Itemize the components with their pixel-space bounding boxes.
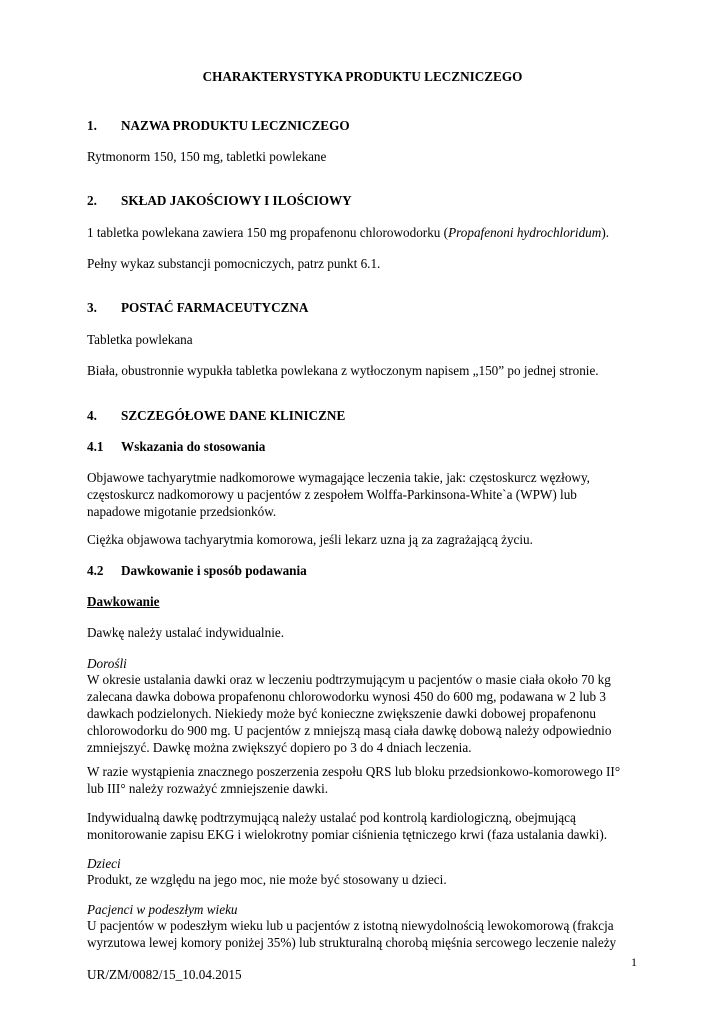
form-paragraph: Tabletka powlekana <box>87 332 193 347</box>
subsection-4-2-heading <box>87 562 647 579</box>
section-2-heading <box>87 192 647 209</box>
adults-paragraph: W okresie ustalania dawki oraz w leczeniu podtrzymującym u pacjentów o masie ciała około 70 kg zalecana dawka dobowa propafenonu chlorowodorku wynosi 450 do 600 mg, podawana w 2 lub 3 dawkach podzielonych. Niekiedy może być konieczne zwiększenie dawki dobowej propafenonu chlorowodorku do 900 mg. U pacjentów z mniejszą masą ciała dawkę dobową należy odpowiednio zmniejszyć. Dawkę można zwiększyć dopiero po 3 do 4 dniach leczenia. <box>87 672 612 755</box>
excipients-paragraph: Pełny wykaz substancji pomocniczych, patrz punkt 6.1. <box>87 256 381 271</box>
composition-text: 1 tabletka powlekana zawiera 150 mg propafenonu chlorowodorku ( <box>87 225 449 240</box>
section-title: SKŁAD JAKOŚCIOWY I ILOŚCIOWY <box>121 193 352 208</box>
section-4-heading <box>87 407 647 424</box>
section-title: NAZWA PRODUKTU LECZNICZEGO <box>121 118 350 133</box>
page-number: 1 <box>631 955 637 969</box>
subsection-title: Wskazania do stosowania <box>121 439 266 454</box>
description-paragraph: Biała, obustronnie wypukła tabletka powlekana z wytłoczonym napisem „150” po jednej stronie. <box>87 363 599 378</box>
composition-paragraph <box>87 224 647 241</box>
subsection-number: 4.2 <box>87 563 104 578</box>
adults-heading: Dorośli <box>87 656 127 671</box>
section-number: 2. <box>87 193 97 208</box>
qrs-paragraph: W razie wystąpienia znacznego poszerzenia zespołu QRS lub bloku przedsionkowo-komorowego II° lub III° należy rozważyć zmniejszenie dawki. <box>87 764 621 796</box>
maintenance-dose-paragraph: Indywidualną dawkę podtrzymującą należy ustalać pod kontrolą kardiologiczną, obejmującą monitorowanie zapisu EKG i wielokrotny pomiar ciśnienia tętniczego krwi (faza ustalania dawki). <box>87 810 608 842</box>
elderly-paragraph: U pacjentów w podeszłym wieku lub u pacjentów z istotną niewydolnością lewokomorową (frakcja wyrzutowa lewej komory poniżej 35%) lub strukturalną chorobą mięśnia sercowego leczenie należy <box>87 918 617 950</box>
individual-dose-paragraph: Dawkę należy ustalać indywidualnie. <box>87 625 285 640</box>
section-number: 1. <box>87 118 97 133</box>
subsection-number: 4.1 <box>87 439 104 454</box>
section-1-heading <box>87 117 647 134</box>
section-title: SZCZEGÓŁOWE DANE KLINICZNE <box>121 408 346 423</box>
subsection-4-1-heading <box>87 438 647 455</box>
indications-paragraph: Objawowe tachyarytmie nadkomorowe wymagające leczenia takie, jak: częstoskurcz węzłowy, częstoskurcz nadkomorowy u pacjentów z zespołem Wolffa-Parkinsona-White`a (WPW) lub napadowe migotanie przedsionków. <box>87 470 590 519</box>
section-number: 3. <box>87 300 97 315</box>
dosage-heading: Dawkowanie <box>87 594 160 609</box>
document-footer-code: UR/ZM/0082/15_10.04.2015 <box>87 967 242 982</box>
document-title: CHARAKTERYSTYKA PRODUKTU LECZNICZEGO <box>202 69 523 84</box>
children-heading: Dzieci <box>87 856 121 871</box>
dosage-heading-wrap <box>87 593 647 610</box>
children-paragraph: Produkt, ze względu na jego moc, nie może być stosowany u dzieci. <box>87 872 447 887</box>
section-number: 4. <box>87 408 97 423</box>
elderly-heading: Pacjenci w podeszłym wieku <box>87 902 238 917</box>
indications-paragraph-2: Ciężka objawowa tachyarytmia komorowa, jeśli lekarz uzna ją za zagrażającą życiu. <box>87 532 533 547</box>
section-3-heading <box>87 299 647 316</box>
section-title: POSTAĆ FARMACEUTYCZNA <box>121 300 309 315</box>
composition-text-end: ). <box>601 225 610 240</box>
latin-name: Propafenoni hydrochloridum <box>448 225 602 240</box>
product-name: Rytmonorm 150, 150 mg, tabletki powlekane <box>87 149 327 164</box>
subsection-title: Dawkowanie i sposób podawania <box>121 563 307 578</box>
